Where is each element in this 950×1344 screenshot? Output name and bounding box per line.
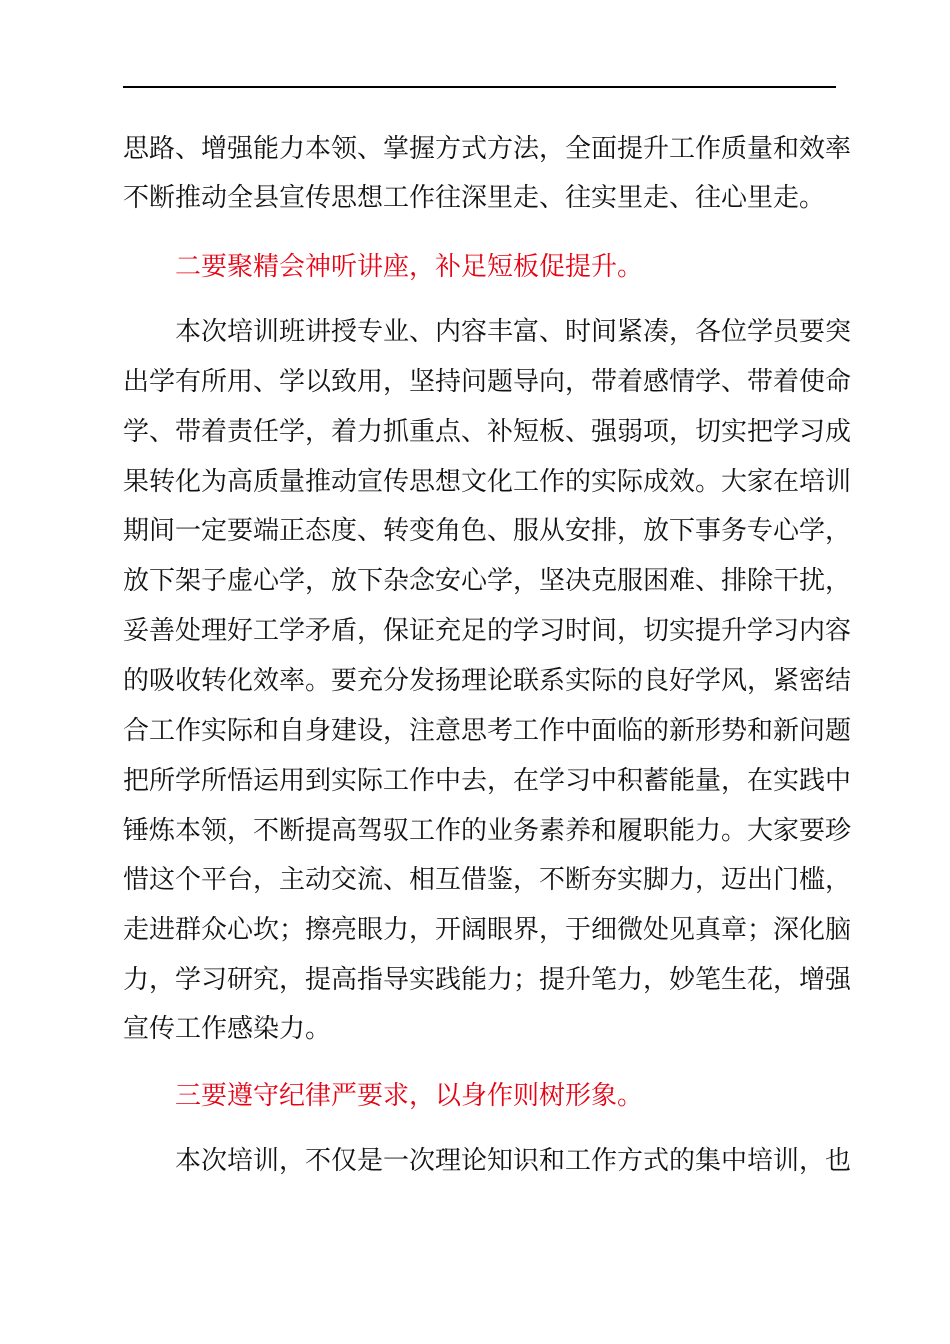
text-line: 放下架子虚心学，放下杂念安心学，坚决克服困难、排除干扰，: [123, 566, 852, 596]
text-line: 本次培训，不仅是一次理论知识和工作方式的集中培训，也: [175, 1146, 852, 1176]
text-line: 期间一定要端正态度、转变角色、服从安排，放下事务专心学，: [123, 516, 852, 546]
section-heading-2: 二要聚精会神听讲座，补足短板促提升。: [175, 252, 644, 282]
text-line: 妥善处理好工学矛盾，保证充足的学习时间，切实提升学习内容: [123, 616, 852, 646]
header-rule: [123, 86, 836, 88]
text-line: 思路、增强能力本领、掌握方式方法，全面提升工作质量和效率: [123, 134, 852, 164]
section-heading-3: 三要遵守纪律严要求，以身作则树形象。: [175, 1081, 644, 1111]
text-line: 学、带着责任学，着力抓重点、补短板、强弱项，切实把学习成: [123, 417, 852, 447]
text-line: 本次培训班讲授专业、内容丰富、时间紧凑，各位学员要突: [175, 317, 852, 347]
text-line: 出学有所用、学以致用，坚持问题导向，带着感情学、带着使命: [123, 367, 852, 397]
text-line: 果转化为高质量推动宣传思想文化工作的实际成效。大家在培训: [123, 467, 852, 497]
text-line: 的吸收转化效率。要充分发扬理论联系实际的良好学风，紧密结: [123, 666, 852, 696]
text-line: 惜这个平台，主动交流、相互借鉴，不断夯实脚力，迈出门槛，: [123, 865, 852, 895]
text-line: 把所学所悟运用到实际工作中去，在学习中积蓄能量，在实践中: [123, 766, 852, 796]
text-line: 合工作实际和自身建设，注意思考工作中面临的新形势和新问题: [123, 716, 852, 746]
text-line: 不断推动全县宣传思想工作往深里走、往实里走、往心里走。: [123, 183, 826, 213]
text-line: 宣传工作感染力。: [123, 1014, 332, 1044]
text-line: 力，学习研究，提高指导实践能力；提升笔力，妙笔生花，增强: [123, 965, 852, 995]
text-line: 走进群众心坎；擦亮眼力，开阔眼界，于细微处见真章；深化脑: [123, 915, 852, 945]
text-line: 锤炼本领，不断提高驾驭工作的业务素养和履职能力。大家要珍: [123, 816, 852, 846]
